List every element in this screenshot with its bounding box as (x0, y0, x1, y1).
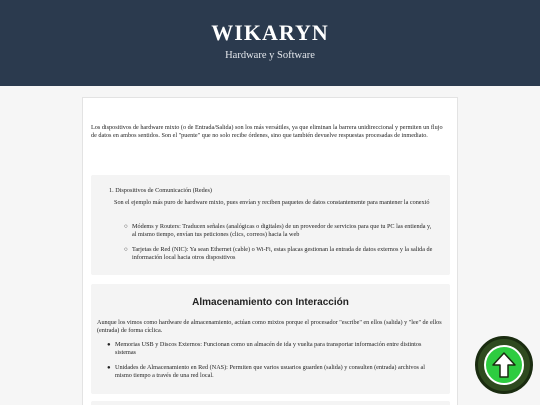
site-header (0, 0, 540, 86)
next-section (91, 401, 450, 405)
circle-bullet-icon: ○ (124, 246, 128, 253)
intro-paragraph: Los dispositivos de hardware mixto (o de Entrada/Salida) son los más versátiles, ya que eliminan la barrera unidireccional y permiten un flujo de datos en ambos sentidos. Son el "puente" que no solo recibe órdenes, sino que también devuelve respuestas procesadas de inmediato. (91, 124, 443, 140)
list-item-text: Unidades de Almacenamiento en Red (NAS): Permiten que varios usuarios guarden (salida) y consulten (entrada) archivos al mismo tiempo a través de una red local. (115, 364, 425, 379)
list-item (124, 246, 437, 262)
section-heading: Almacenamiento con Interacción (192, 297, 349, 308)
site-title[interactable]: WIKARYN (211, 20, 329, 45)
list-item-text: Tarjetas de Red (NIC): Ya sean Ethernet (cable) o Wi-Fi, estas placas gestionan la entrada de datos externos y la salida de información local hacia otros dispositivos (132, 246, 433, 261)
storage-intro: Aunque los vimos como hardware de almacenamiento, actúan como mixtos porque el procesador "escribe" en ellos (salida) y "lee" de ellos (entrada) de forma cíclica. (97, 319, 442, 334)
disc-bullet-icon: ● (107, 365, 111, 371)
arrow-up-icon (491, 351, 517, 379)
list-item (124, 223, 437, 239)
ordered-list-item: 1. Dispositivos de Comunicación (Redes) (109, 187, 212, 194)
storage-section (91, 284, 450, 394)
list-item-text: Memorias USB y Discos Externos: Funcionan como un almacén de ida y vuelta para transportar información entre distintos sistemas (115, 341, 422, 356)
site-subtitle: Hardware y Software (225, 50, 315, 61)
network-description: Son el ejemplo más puro de hardware mixto, pues envían y reciben paquetes de datos constantemente para mantener la conexió (114, 199, 430, 206)
network-devices-section (91, 175, 450, 275)
list-item (107, 364, 437, 380)
article-content (82, 97, 458, 405)
list-item-text: Módems y Routers: Traducen señales (analógicas o digitales) de un proveedor de servicios para que tu PC las entienda y, al mismo tiempo, envían tus peticiones (clics, correos) hacia la web (132, 223, 432, 238)
scroll-to-top-inner[interactable] (484, 345, 524, 385)
disc-bullet-icon: ● (107, 342, 111, 348)
circle-bullet-icon: ○ (124, 223, 128, 230)
scroll-to-top-button[interactable] (475, 336, 533, 394)
list-item (107, 341, 437, 357)
